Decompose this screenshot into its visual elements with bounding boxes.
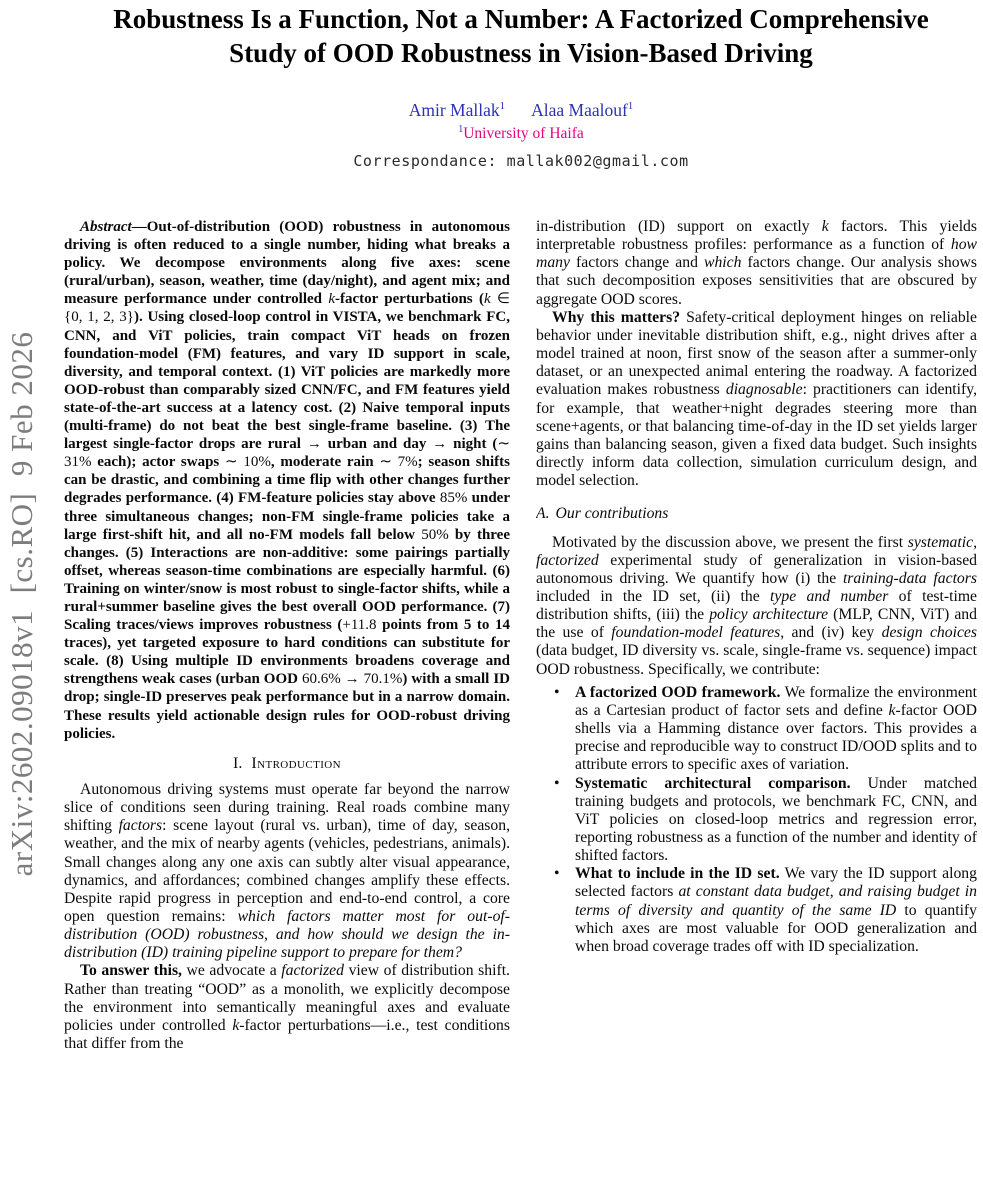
right-column — [536, 218, 977, 1200]
contributions-list — [536, 684, 977, 956]
subsection-heading-contributions — [536, 505, 977, 523]
intro-paragraph-2: To answer this, we advocate a factorized view of distribution shift. Rather than treating “OOD” as a monolith, we explicitly decompose the environment into semantically meaningful axes and evaluate policies under controlled k-factor perturbations—i.e., test conditions that differ from the — [64, 962, 510, 1053]
affiliation-line — [60, 124, 982, 143]
arxiv-stamp: arXiv:2602.09018v1 [cs.RO] 9 Feb 2026 — [4, 331, 39, 877]
paper-title-line1: Robustness Is a Function, Not a Number: A Factorized Comprehensive — [113, 4, 929, 34]
list-item-id-set: • What to include in the ID set. We vary the ID support along selected factors at constant data budget, and raising budget in terms of diversity and quantity of the same ID to quantify which axes are most valuable for OOD generalization and when broad coverage trades off with ID specialization. — [536, 865, 977, 956]
author-2 — [531, 100, 633, 120]
section-heading-introduction — [64, 755, 510, 773]
right-paragraph-2: Why this matters? Safety-critical deployment hinges on reliable behavior under inevitable distribution shift, e.g., night drives after a model trained at noon, first snow of the season after a summer-only dataset, or an unexpected animal entering the roadway. A factorized evaluation makes robustness diagnosable: practitioners can identify, for example, that weather+night degrades steering more than scene+agents, or that balancing time-of-day in the ID set yields larger gains than balancing season, given a fixed data budget. Such insights directly inform data collection, simulation curriculum design, and model selection. — [536, 308, 977, 490]
author-1-name: Amir Mallak — [408, 100, 500, 120]
right-paragraph-1: in-distribution (ID) support on exactly k factors. This yields interpretable robustness profiles: performance as a function of how many factors change and which factors change. Our analysis shows that such decomposition exposes sensitivities that are obscured by aggregate OOD scores. — [536, 218, 977, 308]
subsection-letter: A. — [536, 505, 550, 523]
author-2-affil-mark: 1 — [627, 100, 634, 113]
left-column — [64, 218, 510, 1200]
section-number: I. — [233, 754, 243, 772]
author-1-affil-mark: 1 — [499, 100, 506, 113]
subsection-title: Our contributions — [555, 505, 669, 523]
intro-paragraph-1: Autonomous driving systems must operate far beyond the narrow slice of conditions seen during training. Real roads combine many shifting factors: scene layout (rural vs. urban), time of day, season, weather, and the mix of nearby agents (vehicles, pedestrians, animals). Small changes along any one axis can subtly alter visual appearance, dynamics, and affordances; combined changes amplify these effects. Despite rapid progress in perception and end-to-end control, a core open question remains: which factors matter most for out-of-distribution (OOD) robustness, and how should we design the in-distribution (ID) training pipeline support to prepare for them? — [64, 780, 510, 962]
list-item-factorized-framework: • A factorized OOD framework. We formalize the environment as a Cartesian product of factor sets and define k-factor OOD shells via a Hamming distance over factors. This provides a precise and reproducible way to construct ID/OOD splits and to attribute errors to specific axes of variation. — [536, 684, 977, 775]
section-title: Introduction — [251, 754, 341, 772]
abstract: Abstract—Out-of-distribution (OOD) robustness in autonomous driving is often reduced to a single number, hiding what breaks a policy. We decompose environments along five axes: scene (rural/urban), season, weather, time (day/night), and agent mix; and measure performance under controlled k-factor perturbations (k ∈ {0, 1, 2, 3}). Using closed-loop control in VISTA, we benchmark FC, CNN, and ViT policies, train compact ViT heads on frozen foundation-model (FM) features, and vary ID support in scale, diversity, and temporal context. (1) ViT policies are markedly more OOD-robust than comparably sized CNN/FC, and FM features yield state-of-the-art success at a latency cost. (2) Naive temporal inputs (multi-frame) do not beat the best single-frame baseline. (3) The largest single-factor drops are rural → urban and day → night (∼ 31% each); actor swaps ∼ 10%, moderate rain ∼ 7%; season shifts can be drastic, and combining a time flip with other changes further degrades performance. (4) FM-feature policies stay above 85% under three simultaneous changes; non-FM single-frame policies take a large first-shift hit, and all no-FM models fall below 50% by three changes. (5) Interactions are non-additive: some pairings partially offset, whereas season-time combinations are especially harmful. (6) Training on winter/snow is most robust to single-factor shifts, while a rural+summer baseline gives the best overall OOD performance. (7) Scaling traces/views improves robustness (+11.8 points from 5 to 14 traces), yet targeted exposure to hard conditions can substitute for scale. (8) Using multiple ID environments broadens coverage and strengthens weak cases (urban OOD 60.6% → 70.1%) with a small ID drop; single-ID preserves peak performance but in a narrow domain. These results yield actionable design rules for OOD-robust driving policies. — [64, 219, 510, 742]
list-item-architectural-comparison: • Systematic architectural comparison. Under matched training budgets and protocols, we benchmark FC, CNN, and ViT policies on closed-loop metrics and regression error, reporting robustness as a function of the number and identity of shifted factors. — [536, 775, 977, 866]
correspondence-line: Correspondance: mallak002@gmail.com — [353, 152, 689, 171]
affiliation-mark: 1 — [458, 124, 464, 135]
contributions-intro-paragraph: Motivated by the discussion above, we present the first systematic, factorized experimental study of generalization in vision-based autonomous driving. We quantify how (i) the training-data factors included in the ID set, (ii) the type and number of test-time distribution shifts, (iii) the policy architecture (MLP, CNN, ViT) and the use of foundation-model features, and (iv) key design choices (data budget, ID diversity vs. scale, single-frame vs. sequence) impact OOD robustness. Specifically, we contribute: — [536, 533, 977, 678]
authors-line — [60, 100, 982, 121]
paper-header — [60, 0, 982, 170]
paper-title-line2: Study of OOD Robustness in Vision-Based Driving — [229, 38, 813, 68]
paper-title — [60, 2, 982, 70]
affiliation-name: University of Haifa — [463, 125, 584, 143]
author-2-name: Alaa Maalouf — [531, 100, 628, 120]
author-1 — [409, 100, 505, 120]
